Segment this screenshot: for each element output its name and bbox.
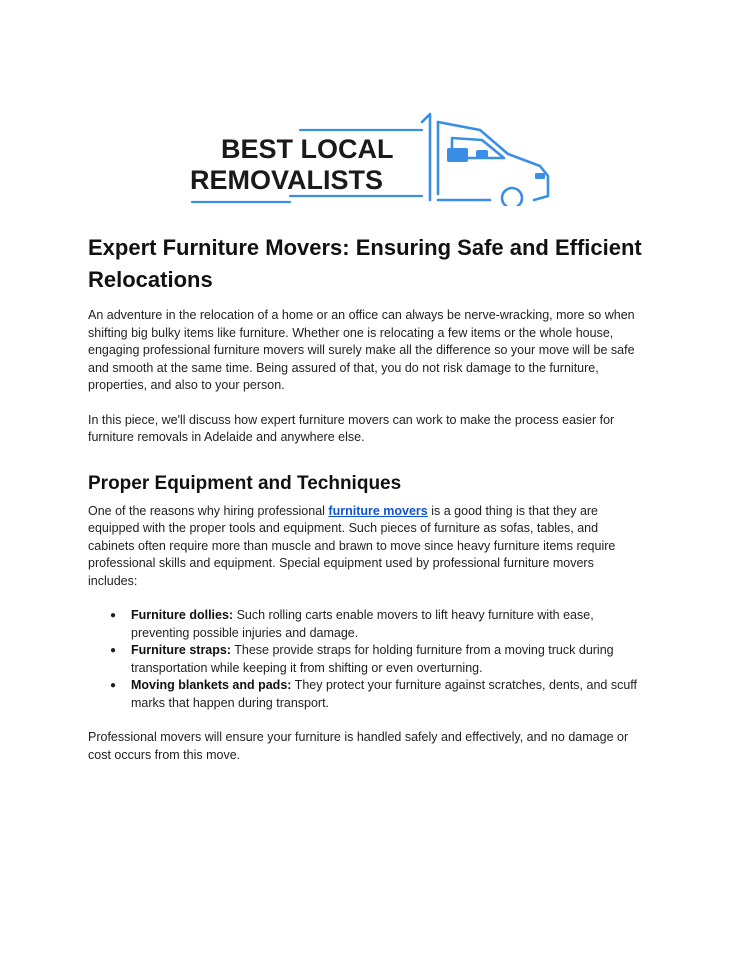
page-title: Expert Furniture Movers: Ensuring Safe and Efficient Relocations: [88, 235, 642, 292]
list-item: [110, 677, 644, 712]
list-item-text: They protect your furniture against scratches, dents, and scuff marks that happen during transport.: [131, 678, 637, 710]
list-item: [110, 642, 644, 677]
equipment-list: [88, 607, 644, 712]
intro-paragraph: An adventure in the relocation of a home or an office can always be nerve-wracking, more so when shifting big bulky items like furniture. Whether one is relocating a few items or the whole house, engaging professional furniture movers will surely make all the difference so your move will be safe and smooth at the same time. Being assured of that, you do not risk damage to the furniture, properties, and also to your person.: [88, 308, 635, 392]
truck-window: [447, 148, 468, 162]
bullet-icon: ●: [110, 645, 117, 656]
closing-paragraph: Professional movers will ensure your furniture is handled safely and effectively, and no damage or cost occurs from this move.: [88, 730, 629, 762]
list-item-term: Furniture dollies:: [131, 608, 234, 622]
section-text-after-link: is a good thing is that they are equipped with the proper tools and equipment. Such pieces of furniture as sofas, tables, and cabinets often require more than muscle and brawn to move since heavy furniture items require professional skills and equipment. Special equipment used by professional furniture movers includes:: [88, 503, 616, 588]
list-item-term: Moving blankets and pads:: [131, 678, 292, 692]
logo-line-1: BEST LOCAL: [221, 134, 394, 164]
bullet-icon: ●: [110, 610, 117, 621]
section-paragraph: [88, 503, 644, 591]
intro-paragraph-2: In this piece, we'll discuss how expert furniture movers can work to make the process easier for furniture removals in Adelaide and anywhere else.: [88, 412, 615, 444]
section-text-before-link: One of the reasons why hiring professional: [88, 503, 329, 518]
furniture-movers-link[interactable]: furniture movers: [328, 503, 428, 518]
list-item-text: These provide straps for holding furniture from a moving truck during transportation while keeping it from shifting or even overturning.: [131, 643, 614, 675]
bullet-icon: ●: [110, 680, 117, 691]
logo-line-2: REMOVALISTS: [190, 165, 384, 195]
list-item-text: Such rolling carts enable movers to lift heavy furniture with ease, preventing possible injuries and damage.: [131, 608, 594, 640]
list-item-term: Furniture straps:: [131, 643, 232, 657]
brand-logo: [190, 110, 552, 206]
article-body: [88, 232, 644, 764]
list-item: [110, 607, 644, 642]
section-heading: Proper Equipment and Techniques: [88, 472, 402, 494]
